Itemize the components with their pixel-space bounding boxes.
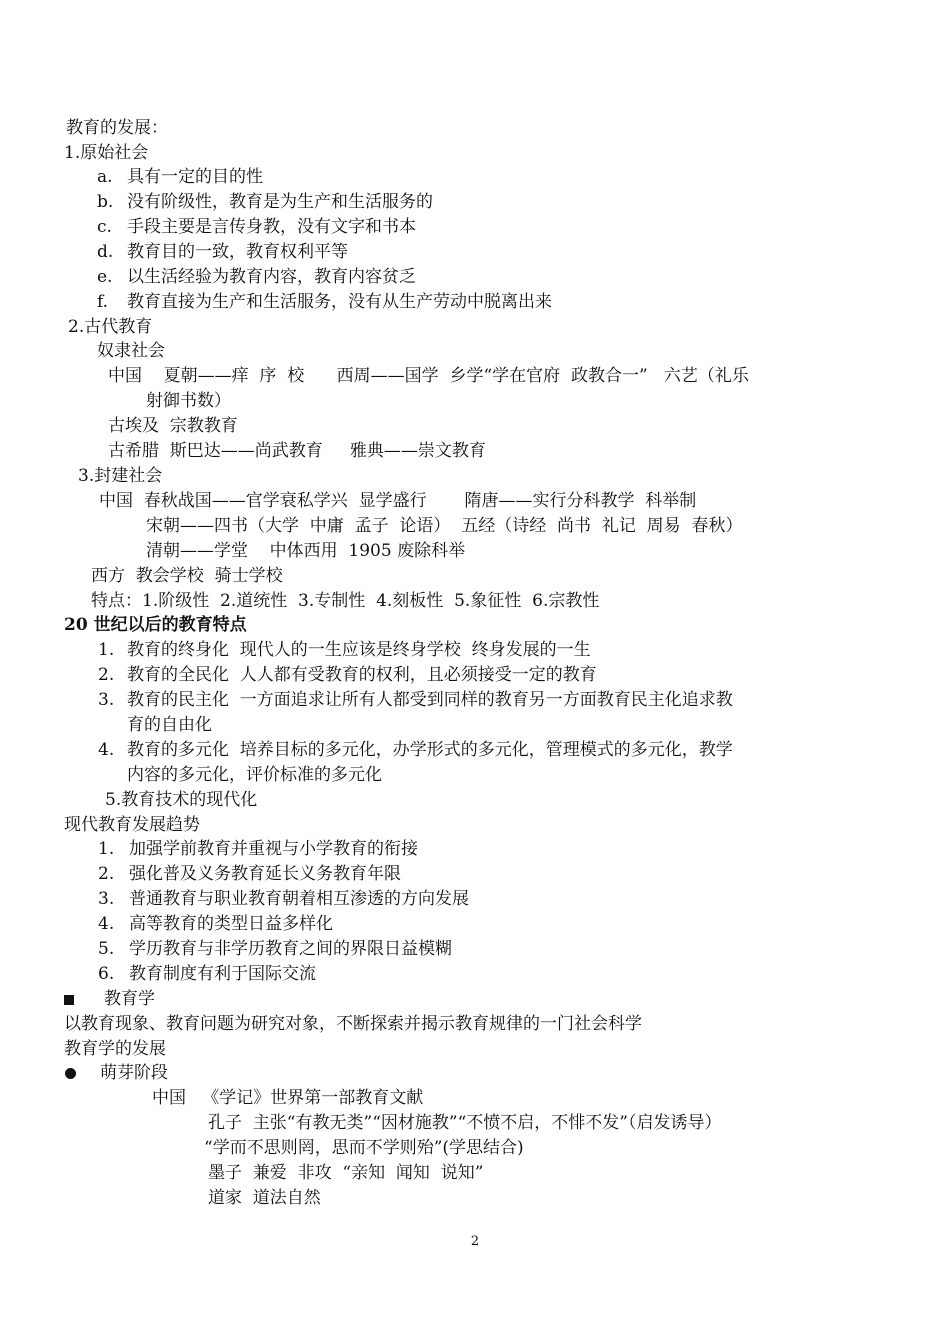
egypt-line: 古埃及 宗教教育 <box>108 416 238 436</box>
pedagogy-heading: 教育学 <box>104 989 155 1009</box>
list-item-cont: 育的自由化 <box>127 715 212 735</box>
list-item: 手段主要是言传身教，没有文字和书本 <box>127 217 416 237</box>
list-marker: 2. <box>98 864 115 884</box>
list-marker: 5. <box>98 939 115 959</box>
list-item: 加强学前教育并重视与小学教育的衔接 <box>129 839 418 859</box>
list-item: 没有阶级性，教育是为生产和生活服务的 <box>127 192 433 212</box>
stage-heading: 萌芽阶段 <box>100 1063 168 1083</box>
list-marker: 4. <box>98 740 115 760</box>
kongzi-line: 孔子 主张“有教无类”“因材施教”“不愤不启，不悱不发”（启发诱导） <box>208 1113 722 1133</box>
china-ancient-line: 中国 夏朝——痒 序 校 西周——国学 乡学“学在官府 政教合一” 六艺（礼乐 <box>108 366 749 386</box>
list-item: 教育直接为生产和生活服务，没有从生产劳动中脱离出来 <box>127 292 552 312</box>
china-ancient-line-cont: 射御书数） <box>146 391 231 411</box>
list-marker: c. <box>97 217 112 237</box>
list-item: 具有一定的目的性 <box>127 167 263 187</box>
west-line: 西方 教会学校 骑士学校 <box>91 566 283 586</box>
list-marker: e. <box>97 267 113 287</box>
list-item: 教育的多元化 培养目标的多元化，办学形式的多元化，管理模式的多元化，教学 <box>127 740 733 760</box>
primitive-heading: 1.原始社会 <box>64 143 149 163</box>
list-marker: 1. <box>98 640 115 660</box>
kongzi-quote: “学而不思则罔，思而不学则殆”(学思结合) <box>204 1138 524 1158</box>
list-marker: f. <box>97 292 109 312</box>
list-marker: 6. <box>98 964 115 984</box>
list-marker: 2. <box>98 665 115 685</box>
round-bullet-icon <box>65 1061 76 1085</box>
slave-society-label: 奴隶社会 <box>97 341 165 361</box>
doc-title: 教育的发展： <box>66 118 168 138</box>
qing-line: 清朝——学堂 中体西用 1905 废除科举 <box>146 541 466 561</box>
list-item: 教育制度有利于国际交流 <box>129 964 316 984</box>
pedagogy-development: 教育学的发展 <box>64 1039 166 1059</box>
square-bullet-icon <box>64 987 74 1011</box>
list-marker: 4. <box>98 914 115 934</box>
list-marker: d. <box>97 242 114 262</box>
list-marker: b. <box>97 192 114 212</box>
song-line: 宋朝——四书（大学 中庸 孟子 论语） 五经（诗经 尚书 礼记 周易 春秋） <box>146 516 743 536</box>
feudal-heading: 3.封建社会 <box>78 466 163 486</box>
modern-heading: 现代教育发展趋势 <box>64 815 200 835</box>
c20-heading: 20 世纪以后的教育特点 <box>64 615 247 635</box>
list-item: 普通教育与职业教育朝着相互渗透的方向发展 <box>129 889 469 909</box>
page-number: 2 <box>470 1234 480 1249</box>
list-marker: 3. <box>98 690 115 710</box>
list-marker: 1. <box>98 839 115 859</box>
list-item: 教育的民主化 一方面追求让所有人都受到同样的教育另一方面教育民主化追求教 <box>127 690 733 710</box>
list-item: 教育目的一致，教育权利平等 <box>127 242 348 262</box>
ancient-heading: 2.古代教育 <box>68 317 153 337</box>
list-item: 强化普及义务教育延长义务教育年限 <box>129 864 401 884</box>
list-marker: 3. <box>98 889 115 909</box>
feudal-features: 特点：1.阶级性 2.道统性 3.专制性 4.刻板性 5.象征性 6.宗教性 <box>91 591 600 611</box>
list-item: 教育的全民化 人人都有受教育的权利，且必须接受一定的教育 <box>127 665 597 685</box>
list-item-cont: 内容的多元化，评价标准的多元化 <box>127 765 382 785</box>
list-item: 高等教育的类型日益多样化 <box>129 914 333 934</box>
feudal-china-line: 中国 春秋战国——官学衰私学兴 显学盛行 隋唐——实行分科教学 科举制 <box>99 491 697 511</box>
mozi-line: 墨子 兼爱 非攻 “亲知 闻知 说知” <box>208 1163 484 1183</box>
list-marker: a. <box>97 167 113 187</box>
c20-item-5: 5.教育技术的现代化 <box>105 790 258 810</box>
xueji-line: 中国 《学记》世界第一部教育文献 <box>152 1088 424 1108</box>
list-item: 以生活经验为教育内容，教育内容贫乏 <box>127 267 416 287</box>
list-item: 学历教育与非学历教育之间的界限日益模糊 <box>129 939 452 959</box>
greece-line: 古希腊 斯巴达——尚武教育 雅典——崇文教育 <box>108 441 486 461</box>
pedagogy-definition: 以教育现象、教育问题为研究对象，不断探索并揭示教育规律的一门社会科学 <box>64 1014 642 1034</box>
list-item: 教育的终身化 现代人的一生应该是终身学校 终身发展的一生 <box>127 640 591 660</box>
daojia-line: 道家 道法自然 <box>208 1188 321 1208</box>
